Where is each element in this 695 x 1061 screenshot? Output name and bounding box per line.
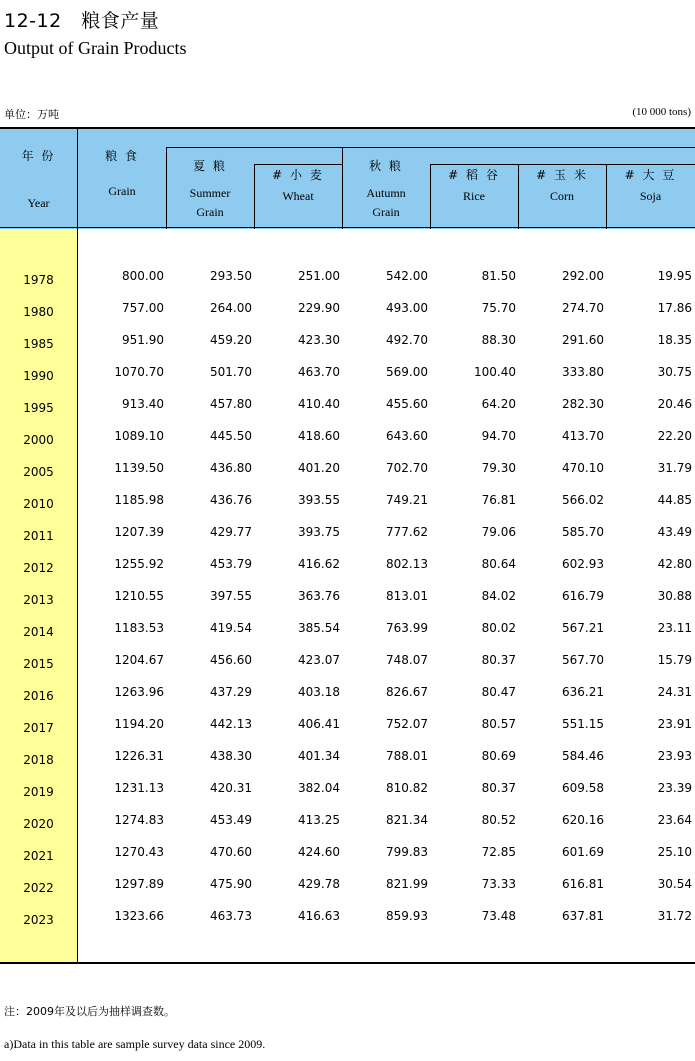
cell-wheat: 413.25: [298, 813, 340, 827]
cell-wheat: 429.78: [298, 877, 340, 891]
header-wheat-en: Wheat: [282, 189, 314, 203]
table-row: [0, 653, 695, 685]
header-grain: [78, 147, 166, 199]
table-row: [0, 429, 695, 461]
cell-soja: 22.20: [657, 429, 692, 443]
cell-soja: 23.11: [657, 621, 692, 635]
cell-corn: 282.30: [562, 397, 604, 411]
cell-autumn: 788.01: [386, 749, 428, 763]
cell-autumn: 777.62: [386, 525, 428, 539]
header-wheat-cn: # 小 麦: [272, 168, 324, 182]
table-row: [0, 461, 695, 493]
header-rice-cn: # 稻 谷: [448, 168, 500, 182]
cell-wheat: 385.54: [298, 621, 340, 635]
cell-summer: 459.20: [210, 333, 252, 347]
header-corn-cn: # 玉 米: [536, 168, 588, 182]
cell-year: 1978: [23, 273, 54, 287]
cell-corn: 616.81: [562, 877, 604, 891]
cell-year: 2010: [23, 497, 54, 511]
header-summer-en2: Grain: [196, 205, 224, 219]
cell-wheat: 423.07: [298, 653, 340, 667]
cell-year: 1995: [23, 401, 54, 415]
cell-autumn: 821.99: [386, 877, 428, 891]
cell-soja: 17.86: [657, 301, 692, 315]
cell-summer: 470.60: [210, 845, 252, 859]
cell-wheat: 423.30: [298, 333, 340, 347]
cell-rice: 72.85: [481, 845, 516, 859]
header-rule: [342, 147, 695, 148]
table-row: [0, 397, 695, 429]
cell-rice: 64.20: [481, 397, 516, 411]
cell-summer: 264.00: [210, 301, 252, 315]
cell-year: 2017: [23, 721, 54, 735]
cell-grain: 1263.96: [114, 685, 164, 699]
cell-corn: 637.81: [562, 909, 604, 923]
cell-year: 2012: [23, 561, 54, 575]
header-divider: [166, 147, 167, 229]
cell-summer: 293.50: [210, 269, 252, 283]
page-title-en: Output of Grain Products: [4, 38, 187, 58]
header-summer-en1: Summer: [189, 186, 231, 200]
cell-summer: 420.31: [210, 781, 252, 795]
cell-rice: 80.47: [481, 685, 516, 699]
cell-rice: 80.64: [481, 557, 516, 571]
cell-year: 2005: [23, 465, 54, 479]
cell-grain: 1297.89: [114, 877, 164, 891]
cell-grain: 1185.98: [114, 493, 164, 507]
cell-grain: 1183.53: [114, 621, 164, 635]
cell-autumn: 493.00: [386, 301, 428, 315]
cell-soja: 23.64: [657, 813, 692, 827]
cell-soja: 44.85: [657, 493, 692, 507]
table-row: [0, 301, 695, 333]
header-divider: [518, 164, 519, 229]
cell-corn: 413.70: [562, 429, 604, 443]
cell-soja: 24.31: [657, 685, 692, 699]
cell-soja: 30.75: [657, 365, 692, 379]
cell-autumn: 802.13: [386, 557, 428, 571]
table-row: [0, 685, 695, 717]
cell-autumn: 643.60: [386, 429, 428, 443]
cell-year: 2016: [23, 689, 54, 703]
cell-summer: 445.50: [210, 429, 252, 443]
cell-year: 2023: [23, 913, 54, 927]
header-soja-cn: # 大 豆: [624, 168, 677, 182]
cell-corn: 584.46: [562, 749, 604, 763]
header-year: [0, 147, 77, 211]
cell-autumn: 702.70: [386, 461, 428, 475]
header-autumn-en1: Autumn: [366, 186, 406, 200]
cell-year: 2019: [23, 785, 54, 799]
cell-wheat: 418.60: [298, 429, 340, 443]
cell-year: 2015: [23, 657, 54, 671]
cell-autumn: 813.01: [386, 589, 428, 603]
cell-grain: 1274.83: [114, 813, 164, 827]
table-row: [0, 557, 695, 589]
cell-grain: 1231.13: [114, 781, 164, 795]
cell-year: 2018: [23, 753, 54, 767]
cell-soja: 30.54: [657, 877, 692, 891]
header-rule: [166, 147, 342, 148]
table-row: [0, 749, 695, 781]
cell-grain: 1210.55: [114, 589, 164, 603]
cell-summer: 397.55: [210, 589, 252, 603]
cell-corn: 551.15: [562, 717, 604, 731]
page-title-cn: 12-12 粮食产量: [4, 10, 160, 32]
cell-summer: 438.30: [210, 749, 252, 763]
table-row: [0, 621, 695, 653]
cell-grain: 913.40: [122, 397, 164, 411]
table-row: [0, 269, 695, 301]
header-summer: [166, 157, 254, 220]
cell-rice: 79.06: [481, 525, 516, 539]
header-grain-en: Grain: [108, 184, 136, 198]
table-row: [0, 877, 695, 909]
cell-rice: 80.37: [481, 653, 516, 667]
cell-wheat: 229.90: [298, 301, 340, 315]
header-year-cn: 年 份: [21, 149, 56, 163]
table-row: [0, 525, 695, 557]
cell-year: 1980: [23, 305, 54, 319]
cell-corn: 601.69: [562, 845, 604, 859]
cell-corn: 609.58: [562, 781, 604, 795]
header-summer-cn: 夏 粮: [193, 159, 227, 173]
header-year-en: Year: [27, 196, 50, 210]
cell-rice: 75.70: [481, 301, 516, 315]
cell-grain: 1204.67: [114, 653, 164, 667]
cell-rice: 76.81: [481, 493, 516, 507]
cell-soja: 18.35: [657, 333, 692, 347]
cell-rice: 79.30: [481, 461, 516, 475]
cell-grain: 1270.43: [114, 845, 164, 859]
cell-summer: 475.90: [210, 877, 252, 891]
cell-year: 2000: [23, 433, 54, 447]
header-autumn-cn: 秋 粮: [369, 159, 403, 173]
cell-summer: 442.13: [210, 717, 252, 731]
table-row: [0, 365, 695, 397]
cell-year: 2013: [23, 593, 54, 607]
cell-wheat: 382.04: [298, 781, 340, 795]
cell-autumn: 859.93: [386, 909, 428, 923]
cell-rice: 80.69: [481, 749, 516, 763]
cell-corn: 602.93: [562, 557, 604, 571]
cell-wheat: 401.20: [298, 461, 340, 475]
cell-wheat: 416.63: [298, 909, 340, 923]
cell-soja: 19.95: [657, 269, 692, 283]
cell-grain: 1139.50: [114, 461, 164, 475]
cell-wheat: 403.18: [298, 685, 340, 699]
cell-autumn: 763.99: [386, 621, 428, 635]
cell-soja: 23.93: [657, 749, 692, 763]
header-wheat: [254, 166, 342, 204]
cell-grain: 1323.66: [114, 909, 164, 923]
header-rice-en: Rice: [463, 189, 485, 203]
cell-year: 2011: [23, 529, 54, 543]
cell-corn: 567.21: [562, 621, 604, 635]
cell-summer: 429.77: [210, 525, 252, 539]
cell-soja: 15.79: [657, 653, 692, 667]
table-row: [0, 717, 695, 749]
cell-summer: 436.76: [210, 493, 252, 507]
table-row: [0, 813, 695, 845]
cell-wheat: 410.40: [298, 397, 340, 411]
cell-soja: 31.79: [657, 461, 692, 475]
header-rule: [254, 164, 342, 165]
cell-autumn: 826.67: [386, 685, 428, 699]
header-bottom-rule: [0, 227, 695, 228]
cell-summer: 457.80: [210, 397, 252, 411]
cell-summer: 437.29: [210, 685, 252, 699]
cell-corn: 292.00: [562, 269, 604, 283]
cell-summer: 456.60: [210, 653, 252, 667]
cell-wheat: 424.60: [298, 845, 340, 859]
cell-corn: 620.16: [562, 813, 604, 827]
cell-rice: 80.52: [481, 813, 516, 827]
cell-year: 2020: [23, 817, 54, 831]
table-row: [0, 589, 695, 621]
cell-corn: 636.21: [562, 685, 604, 699]
cell-rice: 80.57: [481, 717, 516, 731]
table-row: [0, 845, 695, 877]
cell-grain: 1089.10: [114, 429, 164, 443]
header-divider: [342, 147, 343, 229]
cell-rice: 88.30: [481, 333, 516, 347]
cell-wheat: 416.62: [298, 557, 340, 571]
cell-soja: 20.46: [657, 397, 692, 411]
cell-autumn: 455.60: [386, 397, 428, 411]
cell-corn: 333.80: [562, 365, 604, 379]
cell-summer: 436.80: [210, 461, 252, 475]
cell-corn: 585.70: [562, 525, 604, 539]
cell-autumn: 542.00: [386, 269, 428, 283]
cell-autumn: 799.83: [386, 845, 428, 859]
cell-rice: 80.02: [481, 621, 516, 635]
cell-grain: 1207.39: [114, 525, 164, 539]
header-divider: [606, 164, 607, 229]
cell-corn: 274.70: [562, 301, 604, 315]
header-autumn-en2: Grain: [372, 205, 400, 219]
cell-grain: 800.00: [122, 269, 164, 283]
header-soja-en: Soja: [639, 189, 662, 203]
cell-rice: 94.70: [481, 429, 516, 443]
cell-wheat: 363.76: [298, 589, 340, 603]
cell-year: 2014: [23, 625, 54, 639]
header-divider: [430, 164, 431, 229]
cell-summer: 453.49: [210, 813, 252, 827]
cell-soja: 43.49: [657, 525, 692, 539]
cell-soja: 23.91: [657, 717, 692, 731]
cell-grain: 1226.31: [114, 749, 164, 763]
cell-grain: 951.90: [122, 333, 164, 347]
cell-summer: 501.70: [210, 365, 252, 379]
table-row: [0, 493, 695, 525]
cell-autumn: 752.07: [386, 717, 428, 731]
cell-soja: 31.72: [657, 909, 692, 923]
cell-wheat: 393.55: [298, 493, 340, 507]
cell-autumn: 749.21: [386, 493, 428, 507]
unit-label-cn: 单位：万吨: [4, 108, 59, 121]
cell-corn: 291.60: [562, 333, 604, 347]
header-rule: [430, 164, 695, 165]
cell-autumn: 748.07: [386, 653, 428, 667]
header-divider: [254, 164, 255, 229]
cell-corn: 616.79: [562, 589, 604, 603]
table-header: [0, 127, 695, 229]
cell-wheat: 401.34: [298, 749, 340, 763]
cell-grain: 1070.70: [114, 365, 164, 379]
cell-autumn: 821.34: [386, 813, 428, 827]
cell-grain: 1255.92: [114, 557, 164, 571]
cell-summer: 419.54: [210, 621, 252, 635]
cell-year: 1985: [23, 337, 54, 351]
table-row: [0, 909, 695, 941]
cell-wheat: 393.75: [298, 525, 340, 539]
table-row: [0, 333, 695, 365]
cell-autumn: 569.00: [386, 365, 428, 379]
table-bottom-rule: [0, 962, 695, 964]
header-autumn: [342, 157, 430, 220]
cell-autumn: 810.82: [386, 781, 428, 795]
header-rice: [430, 166, 518, 204]
footnote-cn: 注：2009年及以后为抽样调查数。: [4, 1005, 175, 1018]
cell-rice: 73.33: [481, 877, 516, 891]
cell-grain: 1194.20: [114, 717, 164, 731]
cell-year: 2022: [23, 881, 54, 895]
cell-summer: 453.79: [210, 557, 252, 571]
cell-year: 1990: [23, 369, 54, 383]
cell-soja: 30.88: [657, 589, 692, 603]
cell-soja: 25.10: [657, 845, 692, 859]
cell-wheat: 463.70: [298, 365, 340, 379]
cell-wheat: 406.41: [298, 717, 340, 731]
header-corn: [518, 166, 606, 204]
cell-grain: 757.00: [122, 301, 164, 315]
cell-rice: 80.37: [481, 781, 516, 795]
cell-rice: 100.40: [474, 365, 516, 379]
header-soja: [606, 166, 695, 204]
cell-wheat: 251.00: [298, 269, 340, 283]
cell-autumn: 492.70: [386, 333, 428, 347]
cell-year: 2021: [23, 849, 54, 863]
cell-rice: 84.02: [481, 589, 516, 603]
footnote-en: a)Data in this table are sample survey data since 2009.: [4, 1037, 266, 1051]
cell-summer: 463.73: [210, 909, 252, 923]
cell-corn: 567.70: [562, 653, 604, 667]
cell-rice: 73.48: [481, 909, 516, 923]
table-row: [0, 781, 695, 813]
cell-rice: 81.50: [481, 269, 516, 283]
cell-soja: 42.80: [657, 557, 692, 571]
unit-label-en: (10 000 tons): [632, 106, 691, 118]
header-corn-en: Corn: [550, 189, 574, 203]
cell-soja: 23.39: [657, 781, 692, 795]
cell-corn: 566.02: [562, 493, 604, 507]
cell-corn: 470.10: [562, 461, 604, 475]
header-grain-cn: 粮 食: [105, 149, 139, 163]
